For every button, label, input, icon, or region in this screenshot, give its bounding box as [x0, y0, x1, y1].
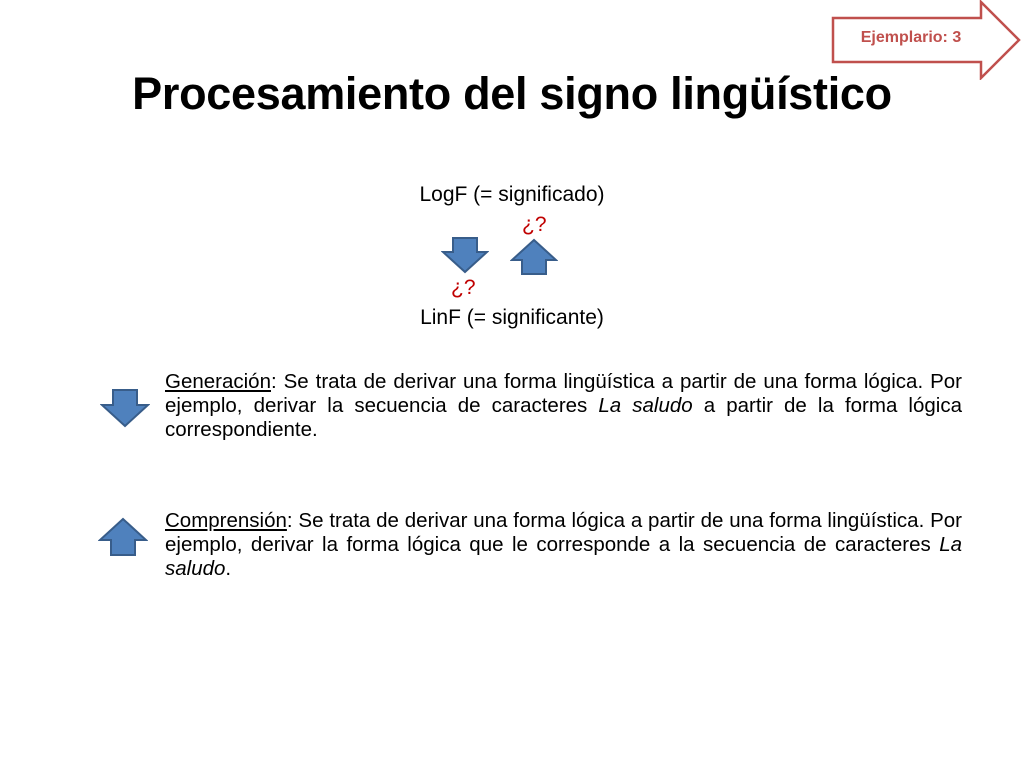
comprehension-up-arrow-icon	[98, 517, 148, 557]
generation-down-arrow-icon	[100, 388, 150, 428]
comprehension-term: Comprensión	[165, 509, 287, 532]
question-down: ¿?	[451, 276, 476, 299]
page-title: Procesamiento del signo lingüístico	[132, 68, 892, 119]
generation-paragraph	[165, 370, 962, 442]
comprehension-text-after: .	[225, 557, 232, 580]
generation-example: La saludo	[598, 394, 693, 417]
up-arrow-icon	[510, 238, 558, 276]
generation-text-after: a partir de la forma lógica correspondiente.	[165, 394, 962, 441]
badge-label: Ejemplario: 3	[860, 29, 962, 46]
generation-term: Generación	[165, 370, 271, 393]
down-arrow-icon	[441, 236, 489, 274]
comprehension-paragraph	[165, 509, 962, 581]
linf-label: LinF (= significante)	[420, 306, 604, 329]
comprehension-example: La saludo	[165, 533, 962, 580]
generation-text-before: : Se trata de derivar una forma lingüística a partir de una forma lógica. Por ejemplo, derivar la secuencia de caracteres	[165, 370, 962, 417]
comprehension-text-before: : Se trata de derivar una forma lógica a partir de una forma lingüística. Por ejemplo, derivar la forma lógica que le corresponde a la secuencia de caracteres	[165, 509, 962, 556]
logf-label: LogF (= significado)	[419, 183, 605, 206]
question-up: ¿?	[522, 213, 547, 236]
